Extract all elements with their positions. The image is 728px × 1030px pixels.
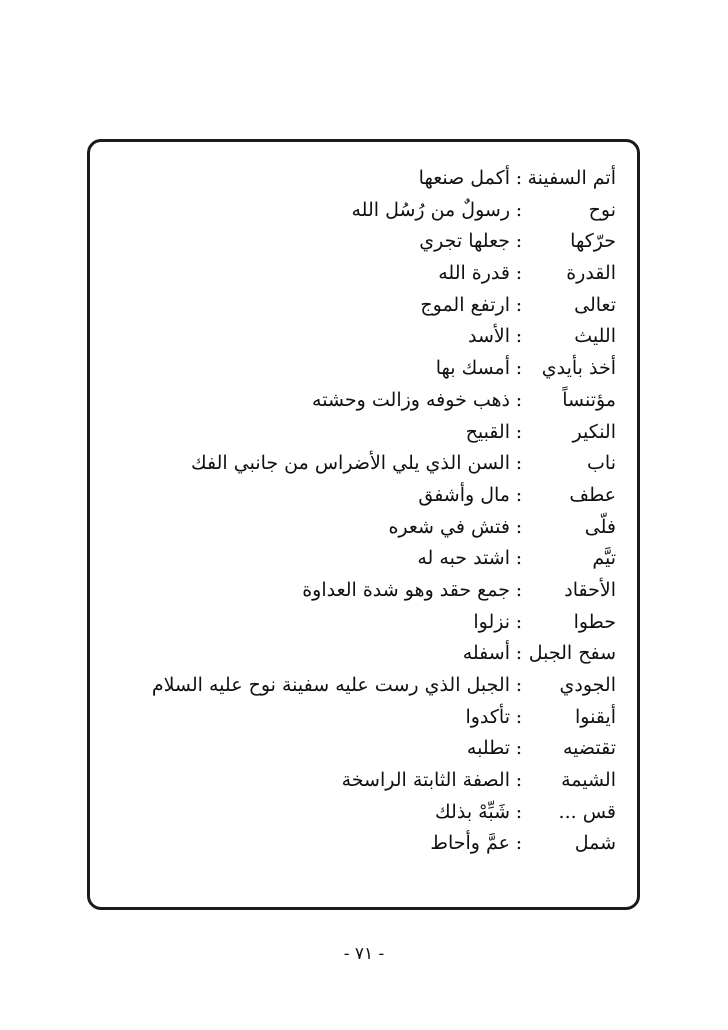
glossary-row (136, 480, 616, 512)
glossary-row (136, 226, 616, 258)
glossary-term: الأحقاد (564, 578, 616, 601)
glossary-separator: : (515, 452, 523, 475)
page-number: - ٧١ - (343, 944, 385, 964)
glossary-separator: : (515, 800, 523, 823)
glossary-separator: : (515, 737, 523, 760)
glossary-row (136, 543, 616, 575)
glossary-definition: السن الذي يلي الأضراس من جانبي الفك (191, 452, 510, 475)
glossary-separator: : (515, 483, 523, 506)
glossary-separator: : (515, 832, 523, 855)
glossary-term: فلّى (584, 515, 616, 538)
glossary-definition: أسفله (462, 642, 510, 665)
glossary-row (136, 258, 616, 290)
glossary-row (136, 321, 616, 353)
glossary-row (136, 733, 616, 765)
glossary-row (136, 828, 616, 860)
glossary-term: القدرة (566, 262, 616, 285)
glossary-separator: : (515, 547, 523, 570)
glossary-term: أخذ بأيدي (541, 357, 616, 380)
glossary-separator: : (515, 262, 523, 285)
glossary-separator: : (515, 420, 523, 443)
glossary-separator: : (515, 357, 523, 380)
glossary-row (136, 290, 616, 322)
glossary-definition: القبيح (465, 420, 510, 443)
glossary-term: شمل (574, 832, 616, 855)
glossary-row (136, 512, 616, 544)
glossary-row (136, 385, 616, 417)
glossary-term: تعالى (574, 293, 616, 316)
glossary-term: الليث (574, 325, 616, 348)
glossary-row (136, 607, 616, 639)
glossary-separator: : (515, 705, 523, 728)
glossary-definition: تطلبه (466, 737, 510, 760)
glossary-separator: : (515, 674, 523, 696)
glossary-definition: مال وأشفق (418, 483, 510, 506)
glossary-definition: قدرة الله (438, 262, 510, 285)
glossary-term: أيقنوا (574, 705, 616, 728)
glossary-definition: جمع حقد وهو شدة العداوة (302, 578, 510, 601)
glossary-term: تيَّم (592, 547, 616, 570)
glossary-separator: : (515, 642, 523, 665)
glossary-term: ناب (587, 452, 616, 475)
glossary-definition: فتش في شعره (388, 515, 510, 538)
glossary-definition: الأسد (467, 325, 510, 348)
glossary-separator: : (515, 515, 523, 538)
glossary-term: أتم السفينة (527, 167, 616, 189)
glossary-definition: جعلها تجري (419, 230, 510, 253)
glossary-separator: : (515, 578, 523, 601)
glossary-row (136, 797, 616, 829)
glossary-definition: أمسك بها (435, 357, 510, 380)
glossary-row (136, 670, 616, 702)
glossary-definition: اشتد حبه له (417, 547, 510, 570)
glossary-row (136, 702, 616, 734)
glossary-term: نوح (588, 198, 616, 221)
glossary-term: مؤتنساً (562, 388, 616, 411)
glossary-definition: ارتفع الموج (420, 293, 510, 316)
glossary-term: الشيمة (561, 769, 616, 792)
glossary-separator: : (515, 388, 523, 411)
glossary-separator: : (515, 167, 523, 189)
glossary-term: تقتضيه (562, 737, 616, 760)
glossary-row (136, 353, 616, 385)
glossary-term: سفح الجبل (528, 642, 616, 665)
glossary-separator: : (515, 610, 523, 633)
glossary-term: الجودي (559, 674, 616, 696)
glossary-row (136, 638, 616, 670)
glossary-row (136, 765, 616, 797)
glossary-row (136, 575, 616, 607)
glossary-definition: ذهب خوفه وزالت وحشته (312, 388, 510, 411)
glossary-definition: الجبل الذي رست عليه سفينة نوح عليه السلام (151, 674, 510, 696)
glossary-separator: : (515, 230, 523, 253)
glossary-separator: : (515, 325, 523, 348)
glossary-definition: شَبِّهْ بذلك (435, 800, 510, 823)
glossary-row (136, 195, 616, 227)
glossary-definition: نزلوا (473, 610, 510, 633)
glossary-term: قس ... (558, 800, 616, 823)
glossary-term: حطوا (573, 610, 616, 633)
glossary-definition: عمَّ وأحاط (430, 832, 510, 855)
glossary-row (136, 163, 616, 195)
glossary-list (136, 163, 616, 860)
glossary-definition: تأكدوا (465, 705, 510, 728)
glossary-separator: : (515, 198, 523, 221)
glossary-separator: : (515, 769, 523, 792)
glossary-term: حرّكها (570, 230, 616, 253)
glossary-row (136, 417, 616, 449)
glossary-term: عطف (569, 483, 616, 506)
glossary-row (136, 448, 616, 480)
glossary-term: النكير (572, 420, 616, 443)
glossary-definition: الصفة الثابتة الراسخة (341, 769, 510, 792)
glossary-separator: : (515, 293, 523, 316)
glossary-definition: أكمل صنعها (418, 167, 510, 189)
glossary-definition: رسولٌ من رُسُل الله (351, 198, 510, 221)
